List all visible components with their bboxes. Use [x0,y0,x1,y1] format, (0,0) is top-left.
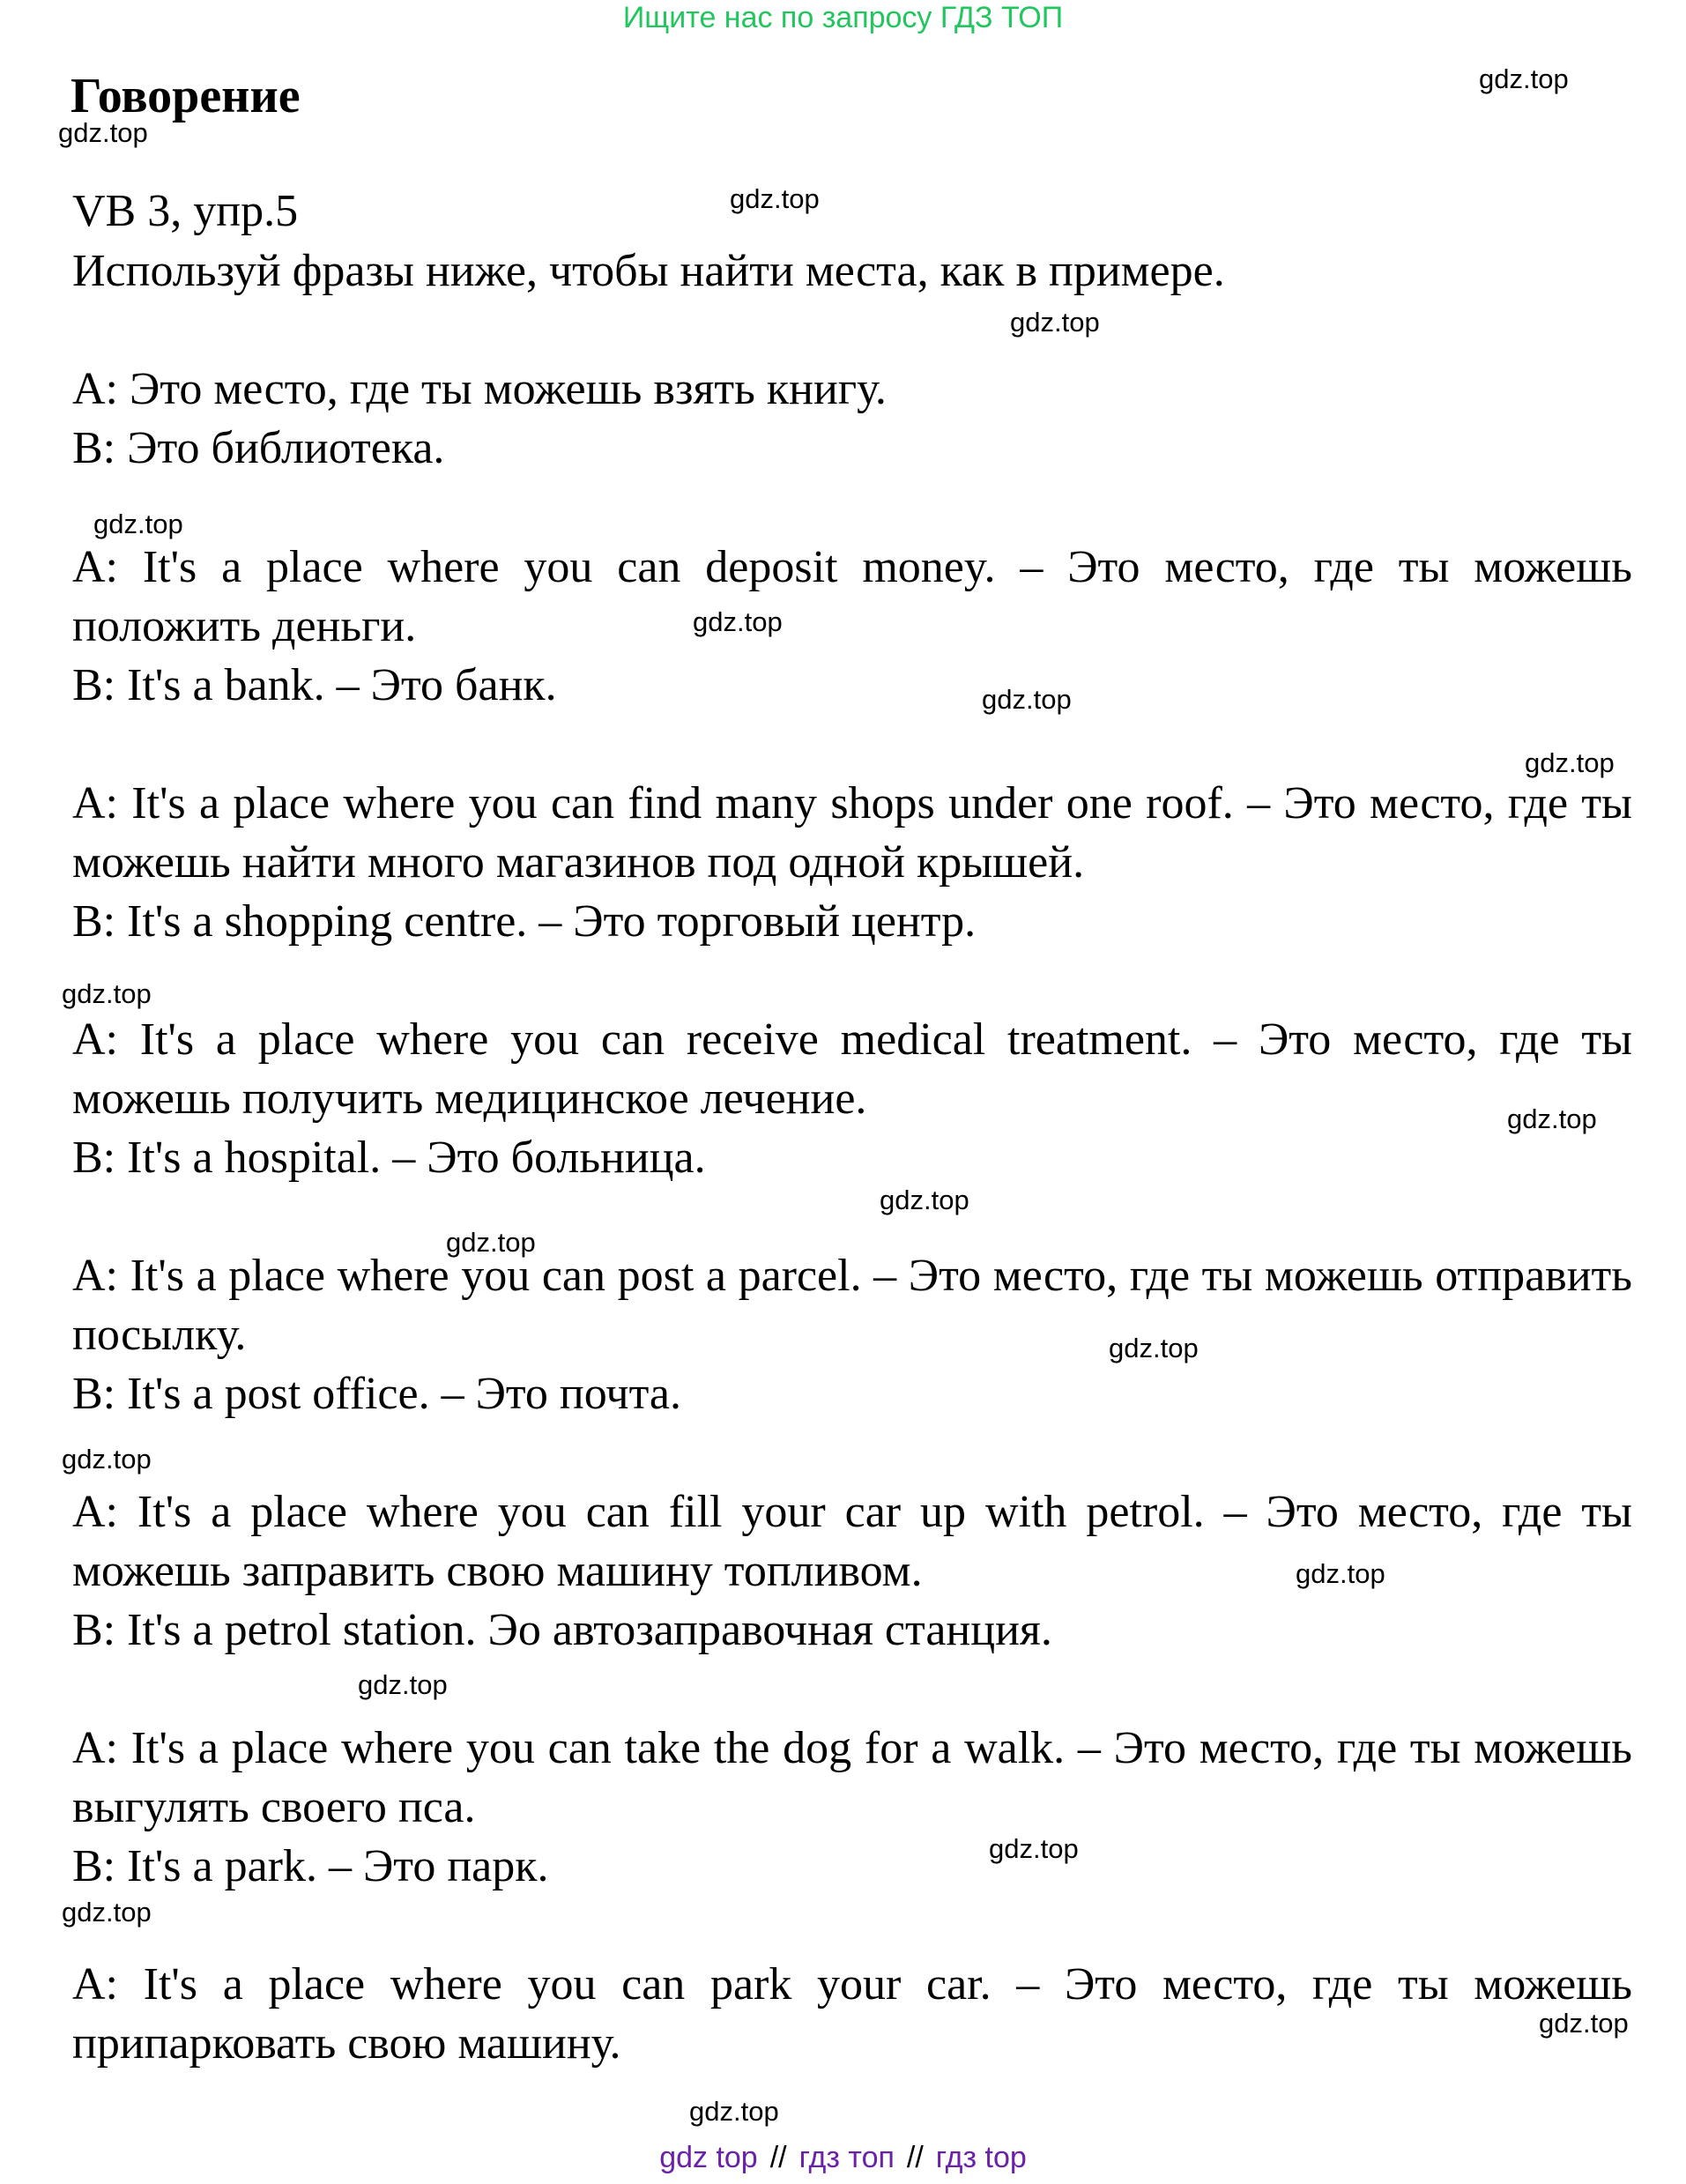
watermark: gdz.top [358,1669,448,1700]
dialogue-question: A: It's a place where you can receive medical treatment. – Это место, где ты можешь получить медицинское лечение. [72,1014,1632,1124]
watermark: gdz.top [1109,1333,1199,1363]
watermark: gdz.top [446,1227,536,1258]
footer-link-gdz-top-mixed[interactable]: гдз top [935,2141,1027,2174]
watermark: gdz.top [93,509,183,539]
dialogue-question: A: It's a place where you can post a parcel. – Это место, где ты можешь отправить посылку. [72,1251,1632,1360]
watermark: gdz.top [989,1833,1079,1864]
dialogue-question: A: It's a place where you can find many shops under one roof. – Это место, где ты можешь найти много магазинов под одной крышей. [72,778,1632,888]
watermark: gdz.top [62,978,152,1009]
watermark: gdz.top [1507,1103,1597,1134]
exercise-reference: VB 3, упр.5 [72,186,299,236]
dialogue-park [72,1719,1632,1896]
dialogue-answer: B: It's a shopping centre. – Это торговый центр. [72,896,977,947]
dialogue-answer: B: It's a bank. – Это банк. [72,660,557,710]
watermark: gdz.top [693,606,783,637]
dialogue-question: A: It's a place where you can deposit money. – Это место, где ты можешь положить деньги. [72,542,1632,651]
watermark: gdz.top [982,684,1072,715]
footer-link-gdz-top[interactable]: gdz top [659,2141,758,2174]
example-question: A: Это место, где ты можешь взять книгу. [72,364,887,414]
dialogue-hospital [72,1010,1632,1187]
dialogue-shopping-centre [72,774,1632,951]
dialogue-answer: B: It's a hospital. – Это больница. [72,1133,706,1183]
footer-separator: // [906,2141,924,2174]
dialogue-petrol-station [72,1482,1632,1660]
watermark: gdz.top [730,183,820,214]
top-banner: Ищите нас по запросу ГДЗ ТОП [622,1,1064,34]
dialogue-question: A: It's a place where you can take the dog for a walk. – Это место, где ты можешь выгулять своего пса. [72,1723,1632,1832]
watermark: gdz.top [62,1897,152,1928]
watermark: gdz.top [1525,747,1615,778]
dialogue-answer: B: It's a post office. – Это почта. [72,1369,682,1419]
watermark: gdz.top [1296,1558,1385,1589]
dialogue-bank [72,538,1632,715]
watermark: gdz.top [1539,2008,1629,2039]
dialogue-answer: B: It's a park. – Это парк. [72,1841,549,1891]
watermark: gdz.top [62,1444,152,1475]
dialogue-question: A: It's a place where you can fill your car up with petrol. – Это место, где ты можешь заправить свою машину топливом. [72,1487,1632,1596]
example-dialogue [72,360,1632,478]
dialogue-post-office [72,1246,1632,1423]
watermark: gdz.top [1010,307,1100,338]
watermark: gdz.top [58,117,148,148]
example-answer: B: Это библиотека. [72,423,445,473]
page-title: Говорение [71,69,301,123]
watermark: gdz.top [1479,63,1569,94]
instructions: Используй фразы ниже, чтобы найти места, как в примере. [72,246,1225,296]
watermark: gdz.top [689,2096,779,2127]
footer-links [0,2140,1686,2175]
dialogue-question: A: It's a place where you can park your car. – Это место, где ты можешь припарковать свою машину. [72,1959,1632,2069]
dialogue-car-park [72,1955,1632,2073]
watermark: gdz.top [880,1185,969,1215]
footer-separator: // [769,2141,787,2174]
dialogue-answer: B: It's a petrol station. Эо автозаправочная станция. [72,1605,1052,1655]
footer-link-gdz-top-ru[interactable]: гдз топ [798,2141,895,2174]
